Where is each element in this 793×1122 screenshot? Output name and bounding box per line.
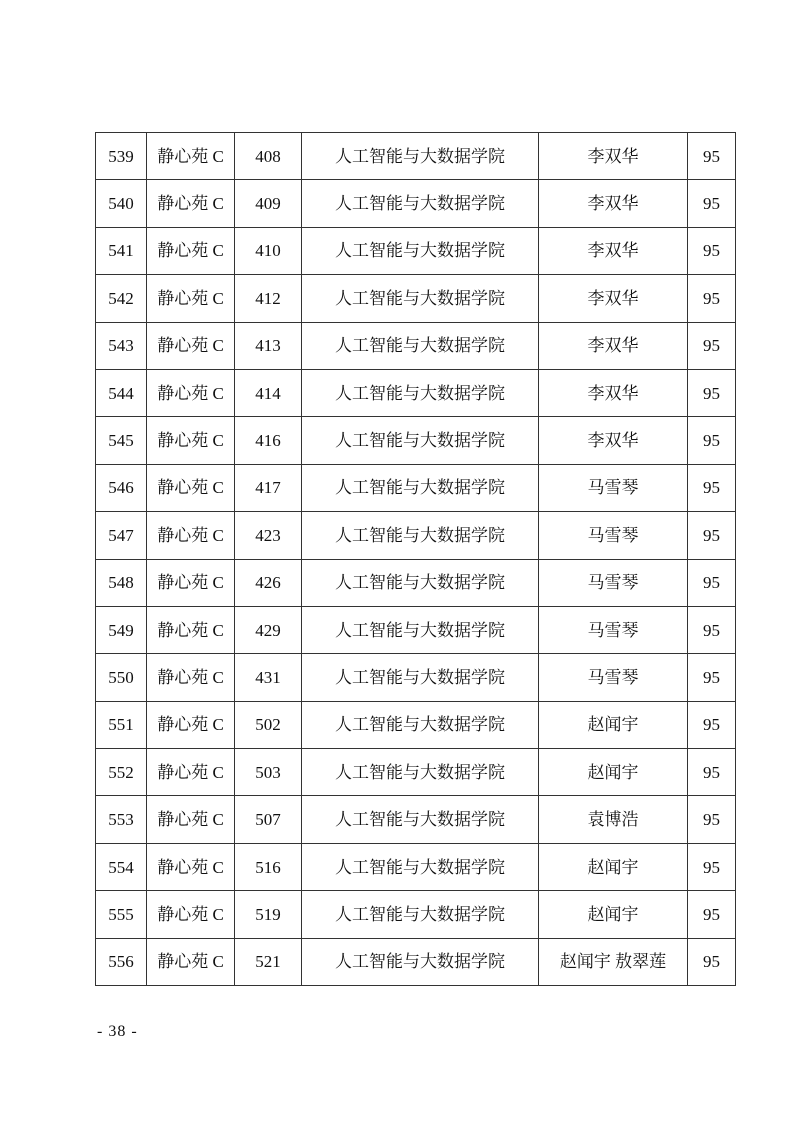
college-cell: 人工智能与大数据学院: [302, 227, 539, 274]
table-row: [96, 322, 736, 369]
room-number-cell: 507: [235, 796, 302, 843]
score-cell: 95: [688, 796, 736, 843]
instructor-name-cell: 马雪琴: [539, 654, 688, 701]
room-number-cell: 521: [235, 938, 302, 985]
college-cell: 人工智能与大数据学院: [302, 322, 539, 369]
serial-number-cell: 548: [96, 559, 147, 606]
college-cell: 人工智能与大数据学院: [302, 133, 539, 180]
score-cell: 95: [688, 654, 736, 701]
instructor-name-cell: 马雪琴: [539, 464, 688, 511]
instructor-name-cell: 袁博浩: [539, 796, 688, 843]
room-number-cell: 429: [235, 606, 302, 653]
building-cell: 静心苑 C: [147, 891, 235, 938]
score-cell: 95: [688, 512, 736, 559]
college-cell: 人工智能与大数据学院: [302, 464, 539, 511]
college-cell: 人工智能与大数据学院: [302, 512, 539, 559]
college-cell: 人工智能与大数据学院: [302, 701, 539, 748]
instructor-name-cell: 李双华: [539, 180, 688, 227]
table-row: [96, 275, 736, 322]
instructor-name-cell: 李双华: [539, 417, 688, 464]
college-cell: 人工智能与大数据学院: [302, 417, 539, 464]
serial-number-cell: 552: [96, 749, 147, 796]
instructor-name-cell: 赵闻宇: [539, 843, 688, 890]
room-number-cell: 412: [235, 275, 302, 322]
serial-number-cell: 556: [96, 938, 147, 985]
building-cell: 静心苑 C: [147, 843, 235, 890]
building-cell: 静心苑 C: [147, 322, 235, 369]
room-number-cell: 409: [235, 180, 302, 227]
room-number-cell: 431: [235, 654, 302, 701]
instructor-name-cell: 赵闻宇: [539, 891, 688, 938]
serial-number-cell: 549: [96, 606, 147, 653]
serial-number-cell: 553: [96, 796, 147, 843]
college-cell: 人工智能与大数据学院: [302, 559, 539, 606]
instructor-name-cell: 马雪琴: [539, 606, 688, 653]
serial-number-cell: 543: [96, 322, 147, 369]
serial-number-cell: 544: [96, 369, 147, 416]
table-row: [96, 749, 736, 796]
building-cell: 静心苑 C: [147, 227, 235, 274]
serial-number-cell: 551: [96, 701, 147, 748]
building-cell: 静心苑 C: [147, 654, 235, 701]
college-cell: 人工智能与大数据学院: [302, 180, 539, 227]
room-number-cell: 413: [235, 322, 302, 369]
table-row: [96, 464, 736, 511]
score-cell: 95: [688, 749, 736, 796]
dormitory-score-table: [95, 132, 736, 986]
instructor-name-cell: 马雪琴: [539, 559, 688, 606]
serial-number-cell: 547: [96, 512, 147, 559]
table-row: [96, 606, 736, 653]
score-cell: 95: [688, 464, 736, 511]
building-cell: 静心苑 C: [147, 512, 235, 559]
table-row: [96, 701, 736, 748]
table-row: [96, 180, 736, 227]
instructor-name-cell: 李双华: [539, 275, 688, 322]
building-cell: 静心苑 C: [147, 701, 235, 748]
room-number-cell: 414: [235, 369, 302, 416]
page-number: - 38 -: [97, 1023, 138, 1040]
score-cell: 95: [688, 369, 736, 416]
score-cell: 95: [688, 938, 736, 985]
instructor-name-cell: 李双华: [539, 133, 688, 180]
serial-number-cell: 545: [96, 417, 147, 464]
building-cell: 静心苑 C: [147, 369, 235, 416]
score-cell: 95: [688, 227, 736, 274]
room-number-cell: 408: [235, 133, 302, 180]
table-row: [96, 843, 736, 890]
building-cell: 静心苑 C: [147, 275, 235, 322]
score-cell: 95: [688, 606, 736, 653]
table-row: [96, 891, 736, 938]
building-cell: 静心苑 C: [147, 559, 235, 606]
table-body: [96, 133, 736, 986]
room-number-cell: 502: [235, 701, 302, 748]
building-cell: 静心苑 C: [147, 180, 235, 227]
college-cell: 人工智能与大数据学院: [302, 749, 539, 796]
building-cell: 静心苑 C: [147, 749, 235, 796]
room-number-cell: 503: [235, 749, 302, 796]
score-cell: 95: [688, 133, 736, 180]
college-cell: 人工智能与大数据学院: [302, 606, 539, 653]
table-row: [96, 417, 736, 464]
serial-number-cell: 555: [96, 891, 147, 938]
room-number-cell: 416: [235, 417, 302, 464]
table-row: [96, 512, 736, 559]
instructor-name-cell: 李双华: [539, 369, 688, 416]
building-cell: 静心苑 C: [147, 606, 235, 653]
college-cell: 人工智能与大数据学院: [302, 369, 539, 416]
score-cell: 95: [688, 701, 736, 748]
instructor-name-cell: 赵闻宇: [539, 701, 688, 748]
score-cell: 95: [688, 843, 736, 890]
table-row: [96, 227, 736, 274]
table-row: [96, 938, 736, 985]
room-number-cell: 516: [235, 843, 302, 890]
score-cell: 95: [688, 180, 736, 227]
college-cell: 人工智能与大数据学院: [302, 938, 539, 985]
college-cell: 人工智能与大数据学院: [302, 891, 539, 938]
serial-number-cell: 539: [96, 133, 147, 180]
room-number-cell: 426: [235, 559, 302, 606]
instructor-name-cell: 赵闻宇: [539, 749, 688, 796]
serial-number-cell: 541: [96, 227, 147, 274]
serial-number-cell: 542: [96, 275, 147, 322]
room-number-cell: 410: [235, 227, 302, 274]
table-row: [96, 133, 736, 180]
college-cell: 人工智能与大数据学院: [302, 275, 539, 322]
college-cell: 人工智能与大数据学院: [302, 796, 539, 843]
building-cell: 静心苑 C: [147, 464, 235, 511]
table-row: [96, 654, 736, 701]
room-number-cell: 423: [235, 512, 302, 559]
table-row: [96, 796, 736, 843]
building-cell: 静心苑 C: [147, 796, 235, 843]
college-cell: 人工智能与大数据学院: [302, 843, 539, 890]
instructor-name-cell: 赵闻宇 敖翠莲: [539, 938, 688, 985]
serial-number-cell: 540: [96, 180, 147, 227]
serial-number-cell: 550: [96, 654, 147, 701]
score-cell: 95: [688, 275, 736, 322]
building-cell: 静心苑 C: [147, 938, 235, 985]
table-row: [96, 369, 736, 416]
instructor-name-cell: 马雪琴: [539, 512, 688, 559]
room-number-cell: 417: [235, 464, 302, 511]
score-cell: 95: [688, 559, 736, 606]
building-cell: 静心苑 C: [147, 133, 235, 180]
score-cell: 95: [688, 891, 736, 938]
serial-number-cell: 546: [96, 464, 147, 511]
college-cell: 人工智能与大数据学院: [302, 654, 539, 701]
serial-number-cell: 554: [96, 843, 147, 890]
room-number-cell: 519: [235, 891, 302, 938]
table-row: [96, 559, 736, 606]
instructor-name-cell: 李双华: [539, 227, 688, 274]
score-cell: 95: [688, 417, 736, 464]
score-cell: 95: [688, 322, 736, 369]
instructor-name-cell: 李双华: [539, 322, 688, 369]
building-cell: 静心苑 C: [147, 417, 235, 464]
